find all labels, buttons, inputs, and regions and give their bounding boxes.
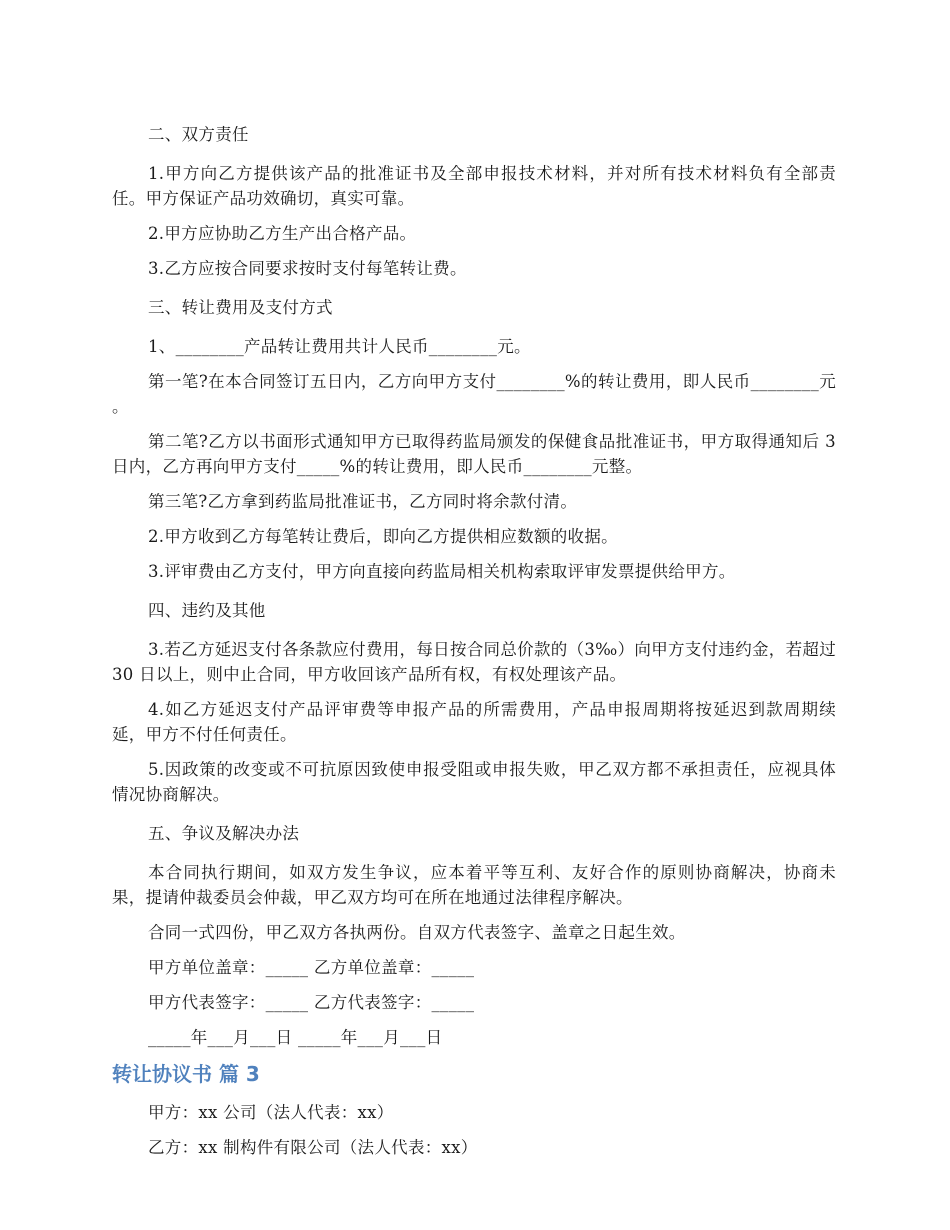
signature-line: 甲方代表签字：_____ 乙方代表签字：_____ <box>148 993 475 1012</box>
clause-paragraph: 第一笔?在本合同签订五日内，乙方向甲方支付________%的转让费用，即人民币________元 。 <box>112 372 836 416</box>
clause-paragraph: 2.甲方应协助乙方生产出合格产品。 <box>148 224 417 243</box>
clause-paragraph: 5.因政策的改变或不可抗原因致使申报受阻或申报失败，甲乙双方都不承担责任，应视具体情况协商解决。 <box>112 760 836 804</box>
clause-paragraph: 3.乙方应按合同要求按时支付每笔转让费。 <box>148 259 467 278</box>
clause-paragraph: 合同一式四份，甲乙双方各执两份。自双方代表签字、盖章之日起生效。 <box>148 923 686 942</box>
clause-paragraph: 3.评审费由乙方支付，甲方向直接向药监局相关机构索取评审发票提供给甲方。 <box>148 562 736 581</box>
clause-paragraph: 4.如乙方延迟支付产品评审费等申报产品的所需费用，产品申报周期将按延迟到款周期续延，甲方不付任何责任。 <box>112 700 836 744</box>
heading-fees-payment: 三、转让费用及支付方式 <box>148 298 333 317</box>
clause-paragraph: 第二笔?乙方以书面形式通知甲方已取得药监局颁发的保健食品批准证书，甲方取得通知后 3 日内，乙方再向甲方支付_____%的转让费用，即人民币________元整。 <box>112 432 836 476</box>
clause-paragraph: 3.若乙方延迟支付各条款应付费用，每日按合同总价款的（3‰）向甲方支付违约金，若超过 30 日以上，则中止合同，甲方收回该产品所有权，有权处理该产品。 <box>112 640 836 684</box>
document-page <box>112 108 836 1170</box>
clause-paragraph: 2.甲方收到乙方每笔转让费后，即向乙方提供相应数额的收据。 <box>148 527 618 546</box>
clause-paragraph: 1.甲方向乙方提供该产品的批准证书及全部申报技术材料，并对所有技术材料负有全部责任。甲方保证产品功效确切，真实可靠。 <box>112 164 836 208</box>
seal-line: 甲方单位盖章：_____ 乙方单位盖章：_____ <box>148 958 475 977</box>
heading-breach: 四、违约及其他 <box>148 601 266 620</box>
section-title: 转让协议书 篇 3 <box>112 1062 260 1086</box>
clause-paragraph: 第三笔?乙方拿到药监局批准证书，乙方同时将余款付清。 <box>148 492 578 511</box>
date-line: _____年___月___日 _____年___月___日 <box>148 1028 443 1047</box>
party-b-line: 乙方：xx 制构件有限公司（法人代表：xx） <box>148 1138 478 1157</box>
party-a-line: 甲方：xx 公司（法人代表：xx） <box>148 1103 394 1122</box>
heading-disputes: 五、争议及解决办法 <box>148 824 300 843</box>
heading-responsibilities: 二、双方责任 <box>148 125 249 144</box>
clause-paragraph: 1、________产品转让费用共计人民币________元。 <box>148 337 531 356</box>
clause-paragraph: 本合同执行期间，如双方发生争议，应本着平等互利、友好合作的原则协商解决，协商未果，提请仲裁委员会仲裁，甲乙双方均可在所在地通过法律程序解决。 <box>112 863 836 907</box>
